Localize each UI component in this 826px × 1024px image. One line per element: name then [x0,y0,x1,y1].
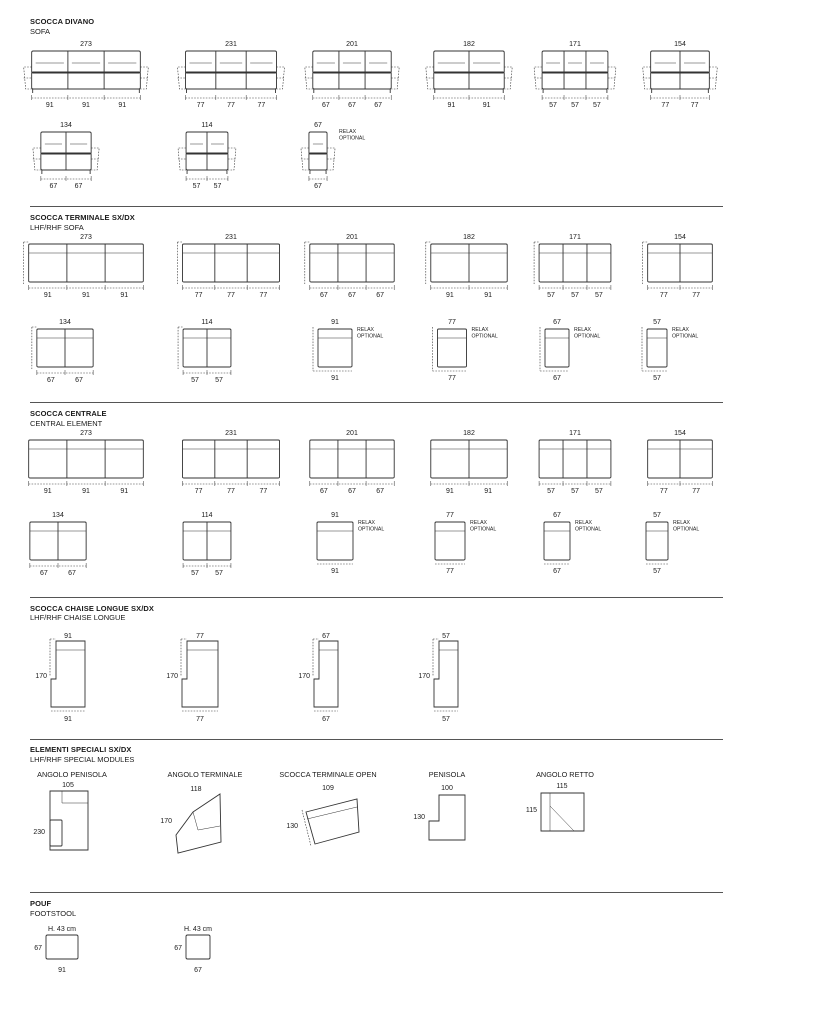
part-width-label: 91 [120,488,129,495]
sofa-back [185,51,276,73]
part-width-label: 57 [595,292,603,299]
part-width-label: 57 [593,102,601,109]
part-width-label: 67 [40,570,48,577]
chaise-body [434,641,458,707]
part-width-label: 77 [661,102,670,109]
part-width-label: 77 [690,102,699,109]
sofa-module [643,41,718,109]
part-width-label: 67 [553,568,561,575]
total-width-label: 231 [225,430,237,437]
part-width-label: 67 [319,488,328,495]
width-label: 91 [64,716,72,723]
part-width-label: 91 [82,292,90,299]
module-outline [176,794,221,853]
part-width-label: 77 [227,488,235,495]
width-label: 77 [196,716,204,723]
total-width-label: 182 [463,41,475,48]
chaise-body [51,641,85,707]
special-module-label: ANGOLO TERMINALE [167,770,243,779]
special-module-label: PENISOLA [428,770,466,779]
part-width-label: 91 [82,102,90,109]
part-width-label: 77 [692,488,701,495]
part-width-label: 67 [374,102,383,109]
total-width-label: 273 [80,41,92,48]
part-width-label: 77 [259,292,268,299]
part-width-label: 67 [348,488,356,495]
sofa-seat [309,153,327,170]
penisola-module [413,785,465,840]
module-outline [50,791,88,850]
part-width-label: 91 [82,488,90,495]
width-label: 67 [194,967,202,974]
part-width-label: 57 [547,292,555,299]
total-width-label: 171 [569,430,581,437]
terminal-body [545,329,569,367]
sofa-back [313,51,391,73]
angolo-retto-module [526,783,584,831]
terminal-module [24,234,144,299]
part-width-label: 91 [43,488,52,495]
terminal-single-module [313,319,383,382]
relax-optional-note: RELAX [673,520,691,526]
depth-label: 170 [298,673,310,680]
section-title-sofa: SCOCCA DIVANO [30,17,95,26]
depth-label: 115 [525,807,537,814]
width-label: 67 [322,633,330,640]
relax-optional-note: OPTIONAL [358,526,385,533]
total-width-label: 201 [346,234,358,241]
section-title-central: SCOCCA CENTRALE [30,409,107,418]
part-width-label: 77 [227,102,235,109]
total-width-label: 154 [674,430,686,437]
part-width-label: 57 [213,183,222,190]
central-body [310,440,394,478]
sofa-module [24,41,149,109]
depth-label: 170 [160,818,172,825]
relax-optional-note: OPTIONAL [339,135,366,142]
width-label: 91 [58,967,66,974]
sofa-seat [542,72,608,89]
part-width-label: 91 [43,292,52,299]
total-width-label: 67 [553,319,561,326]
total-width-label: 57 [653,319,661,326]
part-width-label: 91 [482,102,491,109]
part-width-label: 77 [196,102,205,109]
central-module [539,430,611,495]
total-width-label: 273 [80,430,92,437]
part-width-label: 57 [191,377,199,384]
width-label: 105 [62,782,74,789]
part-width-label: 91 [118,102,127,109]
sofa-seat [185,72,276,89]
central-single-module [544,512,601,575]
relax-optional-note: RELAX [471,327,489,333]
section-title-pouf: POUF [30,899,52,908]
angolo-terminale-module [160,786,221,853]
terminal-module [643,234,713,299]
pouf-module [174,926,212,974]
total-width-label: 154 [674,41,686,48]
part-width-label: 57 [215,570,223,577]
part-width-label: 91 [45,102,54,109]
part-width-label: 57 [549,102,557,109]
central-body [646,522,668,560]
part-width-label: 67 [74,183,83,190]
section-title-chaise: SCOCCA CHAISE LONGUE SX/DX [30,604,155,613]
depth-label: 130 [413,814,425,821]
chaise-longue-module [298,633,338,723]
width-label: 91 [64,633,72,640]
terminal-module [177,234,279,299]
part-width-label: 57 [571,292,579,299]
depth-label: 67 [174,945,182,952]
total-width-label: 134 [59,319,71,326]
total-width-label: 57 [653,512,661,519]
part-width-label: 91 [445,488,454,495]
section-subtitle-central: CENTRAL ELEMENT [30,419,103,428]
pouf-module [34,926,78,974]
part-width-label: 67 [348,102,356,109]
module-outline [306,799,359,844]
part-width-label: 67 [348,292,356,299]
part-width-label: 67 [376,488,385,495]
part-width-label: 77 [194,292,203,299]
sofa-module [178,122,236,190]
total-width-label: 91 [331,319,339,326]
central-module [30,512,86,577]
part-width-label: 67 [47,377,55,384]
section-subtitle-sofa: SOFA [30,27,51,36]
terminal-body [29,244,144,282]
total-width-label: 154 [674,234,686,241]
width-label: 100 [441,785,453,792]
terminal-module [32,319,93,384]
chaise-cushion [50,820,62,846]
part-width-label: 91 [447,102,456,109]
terminal-body [182,244,279,282]
total-width-label: 182 [463,234,475,241]
sofa-seat [32,72,141,89]
part-width-label: 57 [595,488,603,495]
relax-optional-note: OPTIONAL [574,333,601,340]
sofa-back [542,51,608,73]
terminal-body [539,244,611,282]
section-title-special: ELEMENTI SPECIALI SX/DX [30,745,132,754]
total-width-label: 231 [225,41,237,48]
part-width-label: 77 [194,488,203,495]
total-width-label: 77 [446,512,454,519]
part-width-label: 67 [376,292,385,299]
sofa-module [33,122,99,190]
part-width-label: 91 [484,488,493,495]
part-width-label: 77 [446,568,454,575]
relax-optional-note: OPTIONAL [470,526,497,533]
relax-optional-note: OPTIONAL [357,333,384,340]
part-width-label: 77 [227,292,235,299]
part-width-label: 77 [259,488,268,495]
terminal-body [647,329,667,367]
width-label: 77 [196,633,204,640]
part-width-label: 91 [331,375,339,382]
depth-label: 170 [418,673,430,680]
total-width-label: 171 [569,234,581,241]
chaise-body [314,641,338,707]
central-module [183,512,231,577]
terminal-body [438,329,467,367]
relax-optional-note: OPTIONAL [575,526,602,533]
part-width-label: 67 [68,570,76,577]
width-label: 109 [322,785,334,792]
central-module [648,430,713,495]
part-width-label: 57 [215,377,223,384]
total-width-label: 231 [225,234,237,241]
chaise-longue-module [35,633,85,723]
part-width-label: 57 [571,488,579,495]
pouf-body [186,935,210,959]
part-width-label: 91 [445,292,454,299]
section-subtitle-chaise: LHF/RHF CHAISE LONGUE [30,613,126,622]
sofa-back [309,132,327,154]
part-width-label: 57 [191,570,199,577]
depth-label: 170 [166,673,178,680]
central-body [539,440,611,478]
total-width-label: 114 [201,319,213,326]
total-width-label: 114 [201,122,213,129]
part-width-label: 77 [257,102,266,109]
relax-optional-note: RELAX [470,520,488,526]
terminal-module [534,234,611,299]
height-label: H. 43 cm [183,926,213,933]
total-width-label: 182 [463,430,475,437]
total-width-label: 201 [346,430,358,437]
total-width-label: 114 [201,512,213,519]
total-width-label: 134 [52,512,64,519]
part-width-label: 77 [659,292,668,299]
depth-label: 67 [34,945,42,952]
sofa-module [177,41,284,109]
part-width-label: 91 [120,292,129,299]
part-width-label: 77 [659,488,668,495]
part-width-label: 67 [319,292,328,299]
relax-optional-note: OPTIONAL [673,526,700,533]
central-single-module [435,512,496,575]
central-module [310,430,394,495]
relax-optional-note: RELAX [358,520,376,526]
central-single-module [317,512,384,575]
depth-label: 170 [35,673,47,680]
central-module [431,430,507,495]
terminal-body [318,329,352,367]
part-width-label: 67 [553,375,561,382]
sofa-module [534,41,616,109]
part-width-label: 77 [692,292,701,299]
special-module-label: ANGOLO RETTO [536,770,594,779]
part-width-label: 57 [547,488,555,495]
total-width-label: 77 [448,319,456,326]
central-body [29,440,144,478]
total-width-label: 67 [553,512,561,519]
terminal-module [426,234,507,299]
depth-label: 130 [286,823,298,830]
relax-optional-note: OPTIONAL [672,333,699,340]
special-module-label: SCOCCA TERMINALE OPEN [279,770,377,779]
part-width-label: 67 [75,377,83,384]
section-subtitle-pouf: FOOTSTOOL [30,909,77,918]
back-line [198,826,220,830]
back-line [307,807,357,819]
relax-optional-note: RELAX [357,327,375,333]
terminal-single-module [433,319,498,382]
total-width-label: 201 [346,41,358,48]
part-width-label: 91 [331,568,339,575]
sofa-seat [313,72,391,89]
part-width-label: 91 [484,292,493,299]
central-body [544,522,570,560]
chaise-longue-module [166,633,218,723]
angolo-penisola-module [33,782,88,850]
central-body [435,522,465,560]
part-width-label: 57 [192,183,201,190]
central-single-module [646,512,699,575]
relax-optional-note: RELAX [672,327,690,333]
sofa-module [305,41,399,109]
sofa-back [32,51,141,73]
central-module [29,430,144,495]
total-width-label: 273 [80,234,92,241]
total-width-label: 67 [314,122,322,129]
part-width-label: 57 [571,102,579,109]
total-width-label: 134 [60,122,72,129]
pouf-body [46,935,78,959]
height-label: H. 43 cm [47,926,77,933]
terminal-body [310,244,394,282]
depth-label: 230 [33,829,45,836]
section-title-terminal: SCOCCA TERMINALE SX/DX [30,213,135,222]
section-subtitle-special: LHF/RHF SPECIAL MODULES [30,755,135,764]
width-label: 115 [556,783,568,790]
relax-optional-note: RELAX [339,129,357,135]
total-width-label: 91 [331,512,339,519]
terminale-open-module [286,785,359,846]
part-width-label: 67 [321,102,330,109]
chaise-longue-module [418,633,458,723]
width-label: 57 [442,633,450,640]
central-module [182,430,279,495]
terminal-single-module [642,319,698,382]
total-width-label: 171 [569,41,581,48]
central-body [182,440,279,478]
central-body [317,522,353,560]
back-line [193,812,198,830]
sofa-module [301,122,365,190]
part-width-label: 57 [653,568,661,575]
width-label: 118 [190,786,202,793]
part-width-label: 67 [49,183,58,190]
module-outline [429,795,465,840]
width-label: 67 [322,716,330,723]
part-width-label: 77 [448,375,456,382]
relax-optional-note: OPTIONAL [471,333,498,340]
relax-optional-note: RELAX [575,520,593,526]
terminal-single-module [540,319,600,382]
module-outline [541,793,584,831]
special-module-label: ANGOLO PENISOLA [37,770,107,779]
width-label: 57 [442,716,450,723]
terminal-module [178,319,231,384]
relax-optional-note: RELAX [574,327,592,333]
chaise-body [182,641,218,707]
part-width-label: 57 [653,375,661,382]
back-line [550,806,574,831]
sofa-module [426,41,512,109]
section-subtitle-terminal: LHF/RHF SOFA [30,223,84,232]
part-width-label: 67 [314,183,322,190]
terminal-module [305,234,394,299]
